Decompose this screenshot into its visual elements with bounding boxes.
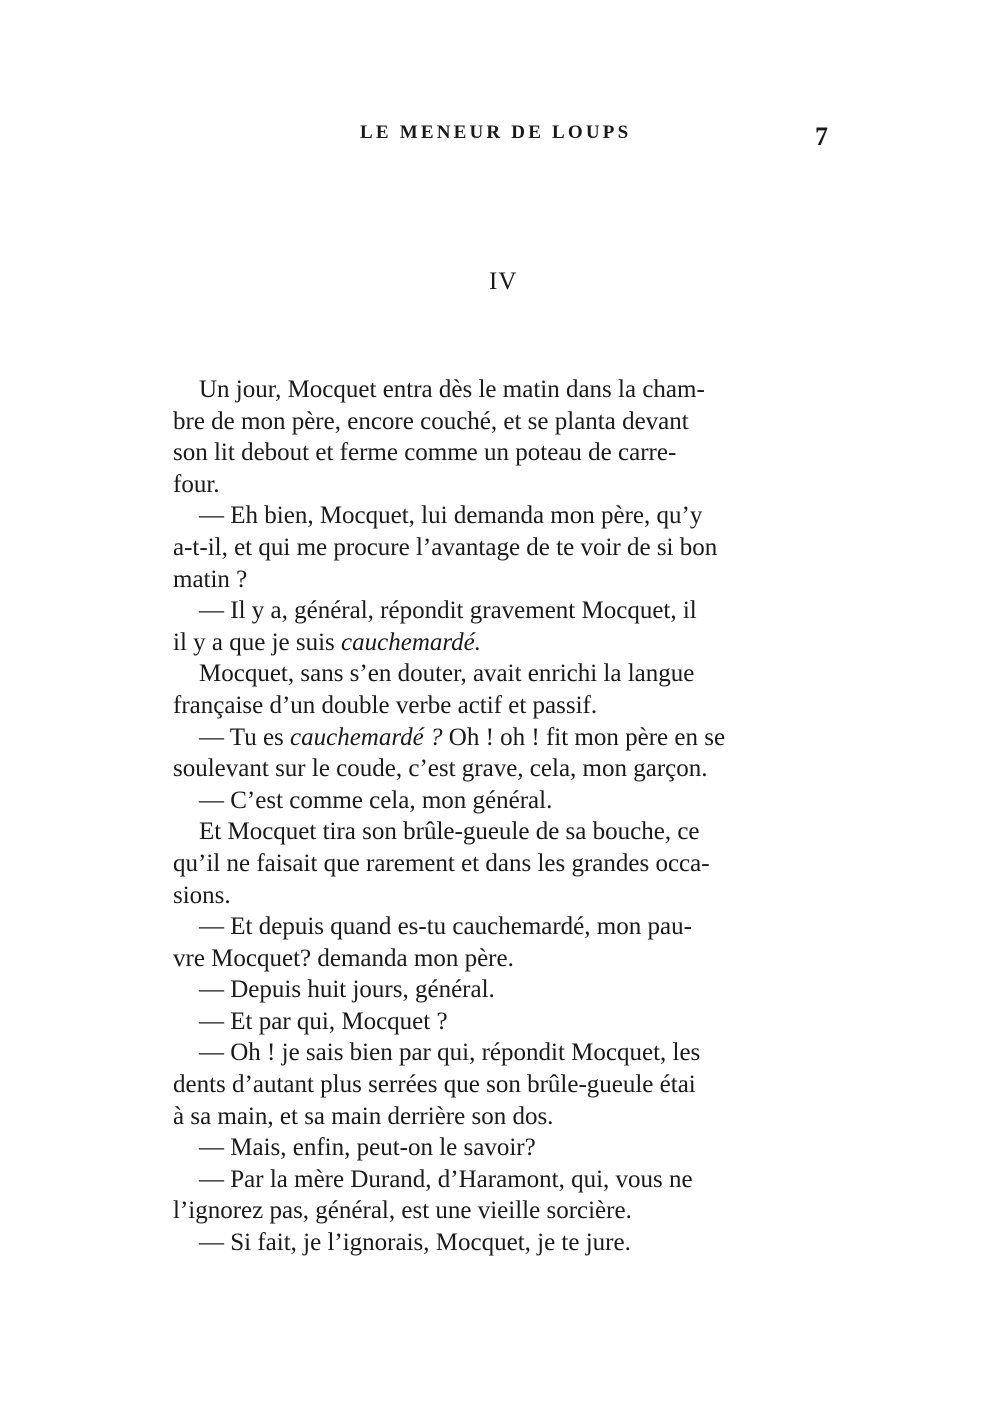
text-line: sions. — [173, 881, 231, 909]
text-line: matin ? — [173, 565, 248, 593]
page-number: 7 — [815, 122, 828, 151]
italic-word: cauchemardé ? — [290, 723, 443, 751]
text-line: — Depuis huit jours, général. — [199, 976, 495, 1004]
text-line: Un jour, Mocquet entra dès le matin dans la cham- — [199, 376, 705, 403]
paragraph — [173, 722, 833, 785]
paragraph — [173, 595, 833, 658]
paragraph — [173, 911, 833, 974]
paragraph — [173, 1227, 833, 1259]
text-line: — Il y a, général, répondit gravement Mocquet, il — [199, 597, 697, 625]
paragraph — [173, 1132, 833, 1164]
text-line: Mocquet, sans s’en douter, avait enrichi la langue — [199, 660, 695, 688]
text-line: — Par la mère Durand, d’Haramont, qui, vous ne — [199, 1165, 693, 1193]
paragraph — [173, 500, 833, 595]
text-line: — Tu es cauchemardé ? Oh ! oh ! fit mon père en se — [199, 723, 726, 751]
text-line: — Et depuis quand es-tu cauchemardé, mon pau- — [199, 913, 692, 941]
text-line: — Eh bien, Mocquet, lui demanda mon père, qu’y — [199, 502, 703, 530]
text-line: l’ignorez pas, général, est une vieille sorcière. — [173, 1197, 632, 1225]
paragraph — [173, 658, 833, 721]
italic-word: cauchemardé. — [341, 628, 482, 656]
text-line: il y a que je suis cauchemardé. — [173, 628, 482, 656]
text-line: à sa main, et sa main derrière son dos. — [173, 1102, 554, 1130]
running-title: LE MENEUR DE LOUPS — [360, 122, 632, 143]
paragraph — [173, 1006, 833, 1038]
paragraph — [173, 785, 833, 817]
text-line: française d’un double verbe actif et passif. — [173, 691, 598, 719]
text-line: vre Mocquet? demanda mon père. — [173, 944, 514, 972]
text-line: Et Mocquet tira son brûle-gueule de sa bouche, ce — [199, 818, 700, 846]
paragraph — [173, 374, 833, 500]
text-line: qu’il ne faisait que rarement et dans les grandes occa- — [173, 849, 710, 877]
paragraph — [173, 1164, 833, 1227]
text-line: soulevant sur le coude, c’est grave, cela, mon garçon. — [173, 755, 708, 783]
text-line: four. — [173, 470, 220, 498]
text-line: dents d’autant plus serrées que son brûle-gueule étai — [173, 1071, 696, 1099]
body-text — [173, 374, 833, 1259]
text-line: a-t-il, et qui me procure l’avantage de te voir de si bon — [173, 533, 718, 561]
text-line: — Si fait, je l’ignorais, Mocquet, je te jure. — [199, 1229, 631, 1257]
paragraph — [173, 1037, 833, 1132]
text-line: — Mais, enfin, peut-on le savoir? — [199, 1134, 536, 1162]
paragraph — [173, 974, 833, 1006]
text-line: bre de mon père, encore couché, et se planta devant — [173, 407, 689, 435]
text-line: — C’est comme cela, mon général. — [199, 786, 553, 814]
chapter-numeral: IV — [489, 268, 518, 295]
text-line: — Oh ! je sais bien par qui, répondit Mocquet, les — [199, 1039, 701, 1067]
paragraph — [173, 816, 833, 911]
text-line: — Et par qui, Mocquet ? — [199, 1007, 448, 1035]
text-line: son lit debout et ferme comme un poteau de carre- — [173, 439, 677, 467]
